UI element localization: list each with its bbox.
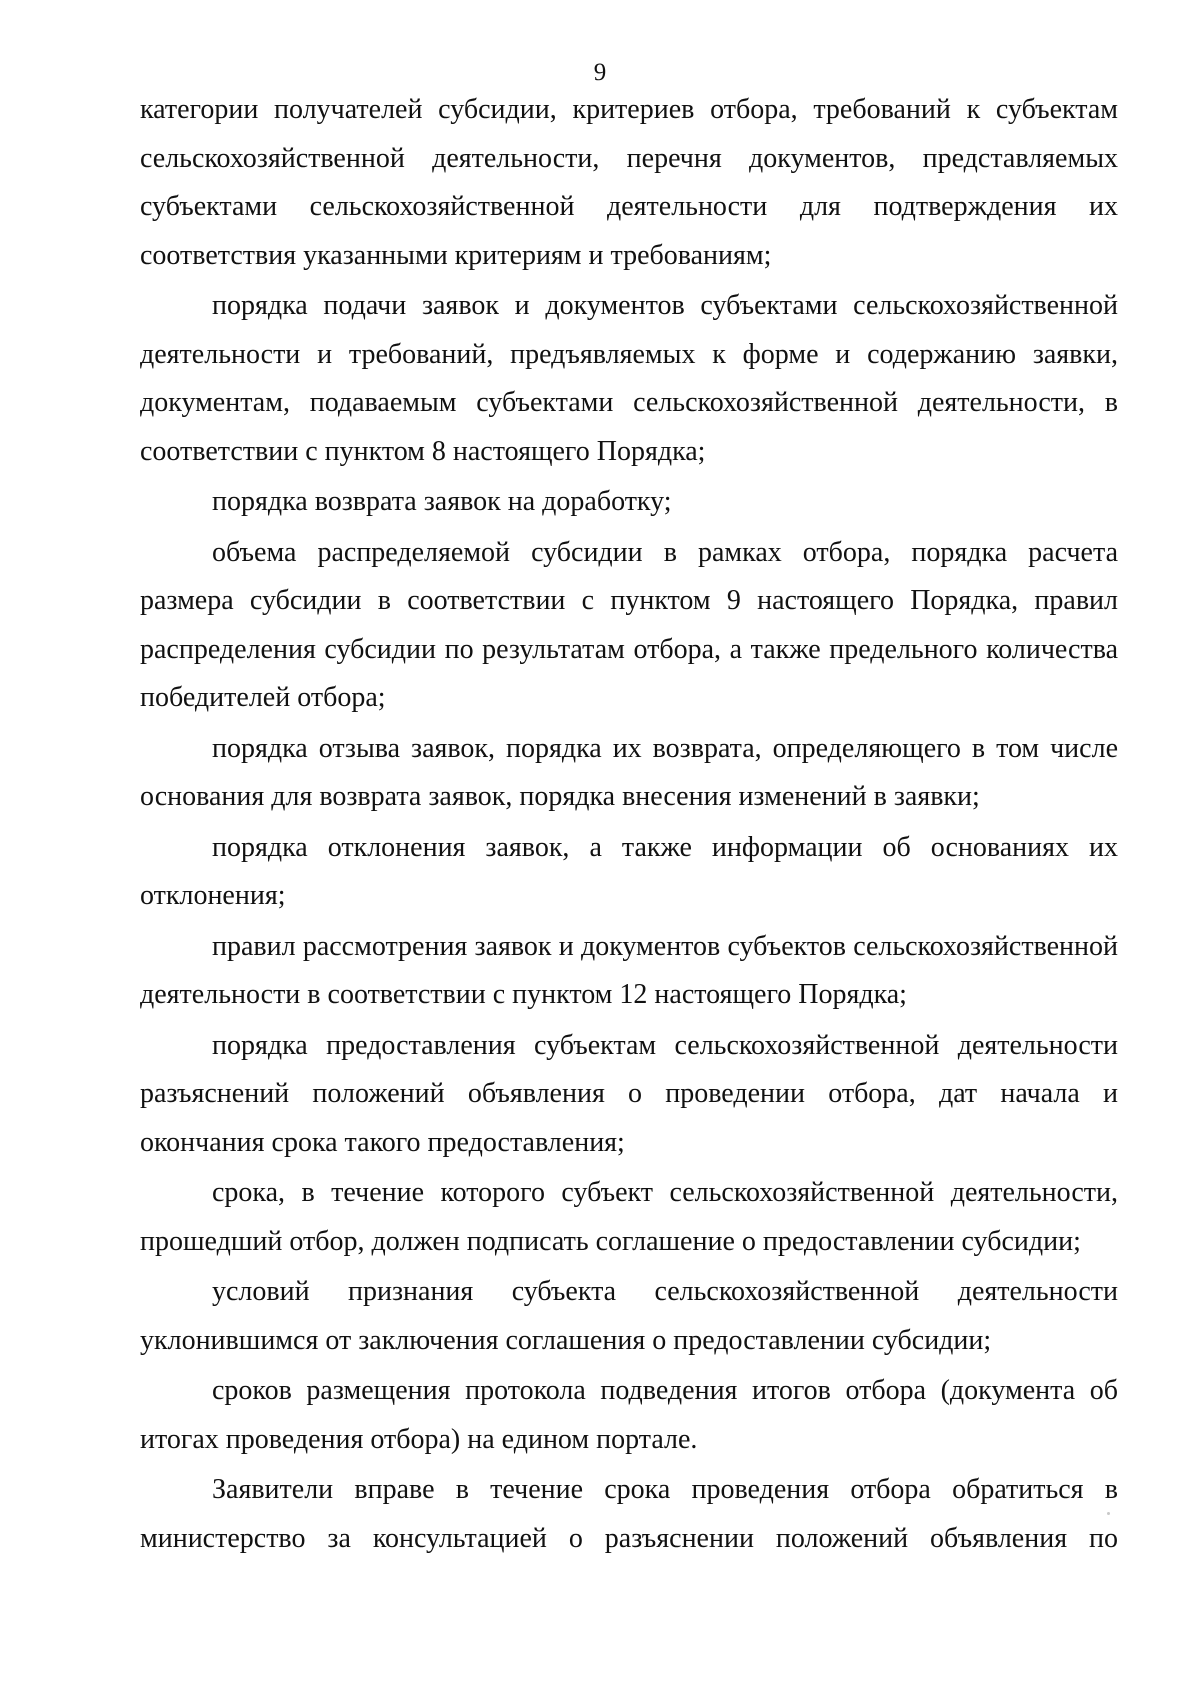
paragraph-rejection-procedure: порядка отклонения заявок, а также информации об основаниях их отклонения; [140,831,1118,911]
page-number: 9 [593,59,607,86]
paragraph-return-for-revision: порядка возврата заявок на доработку; [212,486,672,517]
paragraph-evasion-conditions: условий признания субъекта сельскохозяйственной деятельности уклонившимся от заключения соглашения о предоставлении субсидии; [140,1276,1118,1356]
paragraph-subsidy-volume: объема распределяемой субсидии в рамках отбора, порядка расчета размера субсидии в соответствии с пунктом 9 настоящего Порядка, правил распределения субсидии по результатам отбора, а также предельного количества победителей отбора; [140,536,1118,713]
paragraph-applicant-consultation: Заявители вправе в течение срока проведения отбора обратиться в министерство за консультацией о разъяснении положений объявления по [140,1474,1118,1554]
paragraph-review-rules: правил рассмотрения заявок и документов субъектов сельскохозяйственной деятельности в соответствии с пунктом 12 настоящего Порядка; [140,930,1118,1010]
paragraph-withdrawal-procedure: порядка отзыва заявок, порядка их возврата, определяющего в том числе основания для возврата заявок, порядка внесения изменений в заявки; [140,732,1118,812]
paragraph-recipient-categories: категории получателей субсидии, критериев отбора, требований к субъектам сельскохозяйственной деятельности, перечня документов, представляемых субъектами сельскохозяйственной деятельности для подтверждения их соответствия указанными критериям и требованиям; [140,94,1118,271]
document-body [140,86,1118,1565]
paragraph-clarifications: порядка предоставления субъектам сельскохозяйственной деятельности разъяснений положений объявления о проведении отбора, дат начала и окончания срока такого предоставления; [140,1029,1118,1158]
paragraph-protocol-deadlines: сроков размещения протокола подведения итогов отбора (документа об итогах проведения отбора) на едином портале. [140,1375,1118,1455]
scan-speck [1107,1512,1110,1515]
paragraph-application-procedure: порядка подачи заявок и документов субъектами сельскохозяйственной деятельности и требований, предъявляемых к форме и содержанию заявки, документам, подаваемым субъектами сельскохозяйственной деятельности, в соответствии с пунктом 8 настоящего Порядка; [140,290,1118,467]
paragraph-signing-deadline: срока, в течение которого субъект сельскохозяйственной деятельности, прошедший отбор, должен подписать соглашение о предоставлении субсидии; [140,1177,1118,1257]
